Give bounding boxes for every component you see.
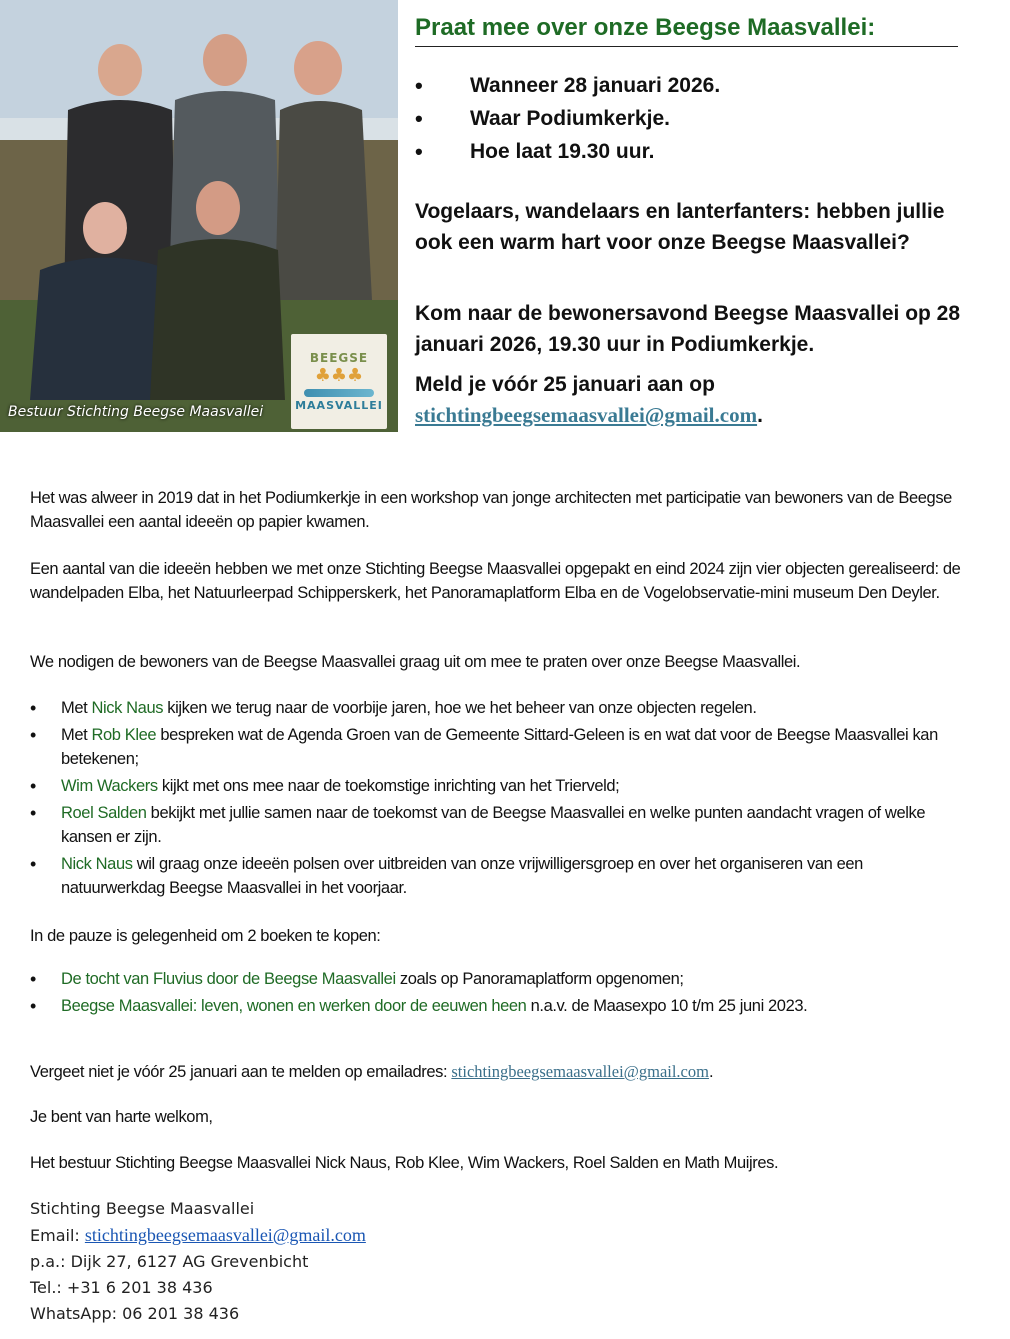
event-when: • Wanneer 28 januari 2026. xyxy=(415,72,720,105)
footer-org: Stichting Beegse Maasvallei xyxy=(30,1199,255,1218)
contact-footer xyxy=(30,1196,366,1327)
people-figures-icon: ♣♣♣ xyxy=(314,365,364,386)
speaker-name: Nick Naus xyxy=(91,699,164,717)
footer-email-line: Email: stichtingbeegsemaasvallei@gmail.com xyxy=(30,1225,366,1245)
book-item: • Beegse Maasvallei: leven, wonen en werken door de eeuwen heen n.a.v. de Maasexpo 10 t/m 25 juni 2023. xyxy=(30,994,970,1018)
pitch-register xyxy=(415,369,975,431)
book-item: • De tocht van Fluvius door de Beegse Maasvallei zoals op Panoramaplatform opgenomen; xyxy=(30,967,970,991)
pitch-question: Vogelaars, wandelaars en lanterfanters: hebben jullie ook een warm hart voor onze Beegse Maasvallei? xyxy=(415,200,945,254)
reminder-paragraph: Vergeet niet je vóór 25 januari aan te melden op emailadres: stichtingbeegsemaasvallei@gmail.com. xyxy=(30,1062,714,1081)
board-photo xyxy=(0,0,398,432)
register-text: Meld je vóór 25 januari aan op xyxy=(415,373,715,396)
footer-email-link[interactable]: stichtingbeegsemaasvallei@gmail.com xyxy=(84,1225,366,1245)
photo-caption: Bestuur Stichting Beegse Maasvallei xyxy=(8,404,264,420)
pause-paragraph: In de pauze is gelegenheid om 2 boeken te kopen: xyxy=(30,927,381,945)
logo-text-top: BEEGSE xyxy=(309,351,369,365)
book-title: De tocht van Fluvius door de Beegse Maasvallei xyxy=(61,970,396,988)
event-time: • Hoe laat 19.30 uur. xyxy=(415,138,720,171)
pitch-invitation: Kom naar de bewonersavond Beegse Maasvallei op 28 januari 2026, 19.30 uur in Podiumkerkje. xyxy=(415,302,961,356)
reminder-email-link[interactable]: stichtingbeegsemaasvallei@gmail.com xyxy=(451,1062,709,1081)
register-period: . xyxy=(757,404,763,427)
speaker-name: Nick Naus xyxy=(61,855,133,873)
logo-text-bottom: MAASVALLEI xyxy=(295,399,383,412)
announcement-title: Praat mee over onze Beegse Maasvallei: xyxy=(415,14,958,47)
footer-phone: Tel.: +31 6 201 38 436 xyxy=(30,1278,213,1297)
speaker-name: Roel Salden xyxy=(61,804,147,822)
signature-text: Het bestuur Stichting Beegse Maasvallei Nick Naus, Rob Klee, Wim Wackers, Roel Salden en Math Muijres. xyxy=(30,1154,779,1172)
intro-paragraph-3: We nodigen de bewoners van de Beegse Maasvallei graag uit om mee te praten over onze Beegse Maasvallei. xyxy=(30,653,801,671)
speaker-item: • Wim Wackers kijkt met ons mee naar de toekomstige inrichting van het Trierveld; xyxy=(30,774,970,798)
beegse-maasvallei-logo xyxy=(291,334,387,429)
speaker-list xyxy=(30,696,970,903)
register-email-link[interactable]: stichtingbeegsemaasvallei@gmail.com xyxy=(415,403,758,427)
speaker-name: Rob Klee xyxy=(91,726,157,744)
event-where: • Waar Podiumkerkje. xyxy=(415,105,720,138)
speaker-item: • Met Nick Naus kijken we terug naar de voorbije jaren, hoe we het beheer van onze objecten regelen. xyxy=(30,696,970,720)
intro-paragraph-2: Een aantal van die ideeën hebben we met onze Stichting Beegse Maasvallei opgepakt en eind 2024 zijn vier objecten gerealiseerd: de wandelpaden Elba, het Natuurleerpad Schipperskerk, het Panoramaplatform Elba en de Vogelobservatie-mini museum Den Deyler. xyxy=(30,560,961,602)
speaker-item: • Nick Naus wil graag onze ideeën polsen over uitbreiden van onze vrijwilligersgroep en over het organiseren van een natuurwerkdag Beegse Maasvallei in het voorjaar. xyxy=(30,852,970,900)
books-list xyxy=(30,967,970,1021)
footer-address: p.a.: Dijk 27, 6127 AG Grevenbicht xyxy=(30,1252,309,1271)
intro-paragraph-1: Het was alweer in 2019 dat in het Podiumkerkje in een workshop van jonge architecten met participatie van bewoners van de Beegse Maasvallei een aantal ideeën op papier kwamen. xyxy=(30,489,952,531)
speaker-item: • Roel Salden bekijkt met jullie samen naar de toekomst van de Beegse Maasvallei en welke punten aandacht vragen of welke kansen er zijn. xyxy=(30,801,970,849)
speaker-item: • Met Rob Klee bespreken wat de Agenda Groen van de Gemeente Sittard-Geleen is en wat dat voor de Beegse Maasvallei kan betekenen; xyxy=(30,723,970,771)
book-title: Beegse Maasvallei: leven, wonen en werken door de eeuwen heen xyxy=(61,997,527,1015)
footer-whatsapp: WhatsApp: 06 201 38 436 xyxy=(30,1304,240,1323)
welcome-text: Je bent van harte welkom, xyxy=(30,1108,213,1126)
speaker-name: Wim Wackers xyxy=(61,777,158,795)
event-details-list xyxy=(415,72,720,171)
river-wave-icon xyxy=(304,389,374,397)
